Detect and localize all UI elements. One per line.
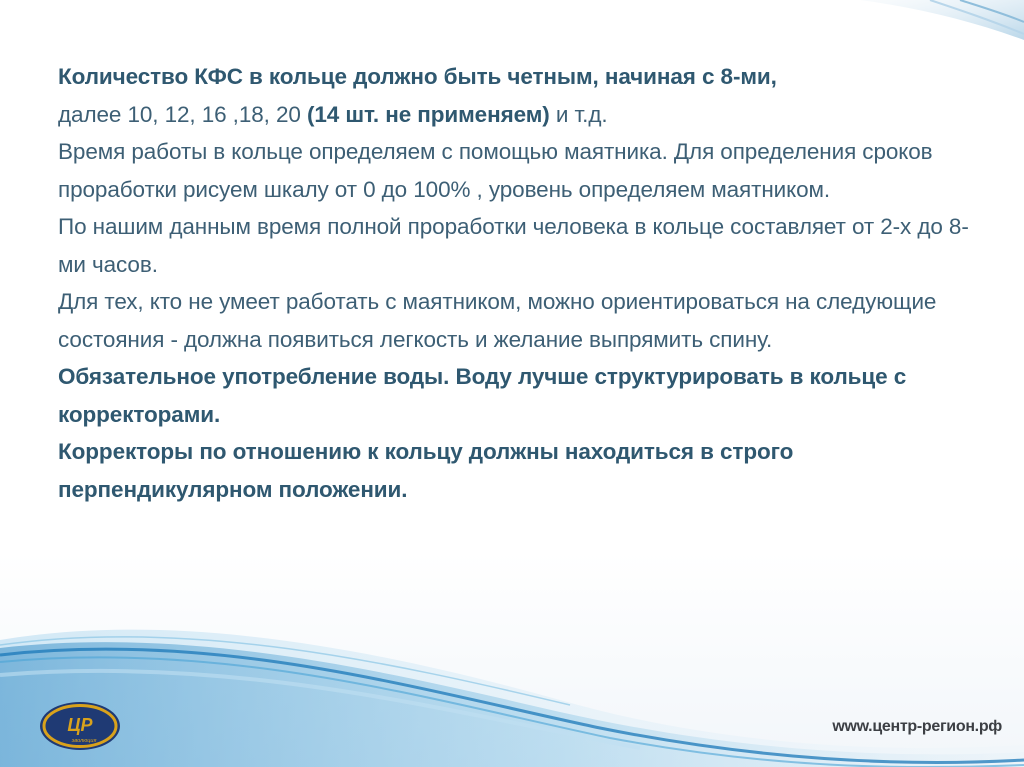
paragraph-1: Количество КФС в кольце должно быть четным, начиная с 8-ми, xyxy=(58,64,777,89)
paragraph-4: По нашим данным время полной проработки человека в кольце составляет от 2-х до 8-ми часов. xyxy=(58,214,969,277)
paragraph-6: Обязательное употребление воды. Воду лучше структурировать в кольце с корректорами. xyxy=(58,364,907,427)
svg-text:ЦР: ЦР xyxy=(67,715,93,735)
slide-body-text xyxy=(58,58,978,508)
paragraph-7: Корректоры по отношению к кольцу должны находиться в строго перпендикулярном положении. xyxy=(58,439,794,502)
paragraph-3: Время работы в кольце определяем с помощью маятника. Для определения сроков проработки рисуем шкалу от 0 до 100% , уровень определяем маятником. xyxy=(58,139,933,202)
paragraph-2: далее 10, 12, 16 ,18, 20 (14 шт. не применяем) и т.д. xyxy=(58,101,608,127)
svg-text:эволюция: эволюция xyxy=(71,738,97,744)
paragraph-5: Для тех, кто не умеет работать с маятником, можно ориентироваться на следующие состояния - должна появиться легкость и желание выпрямить спину. xyxy=(58,289,937,352)
footer-url: www.центр-регион.рф xyxy=(832,718,1002,735)
